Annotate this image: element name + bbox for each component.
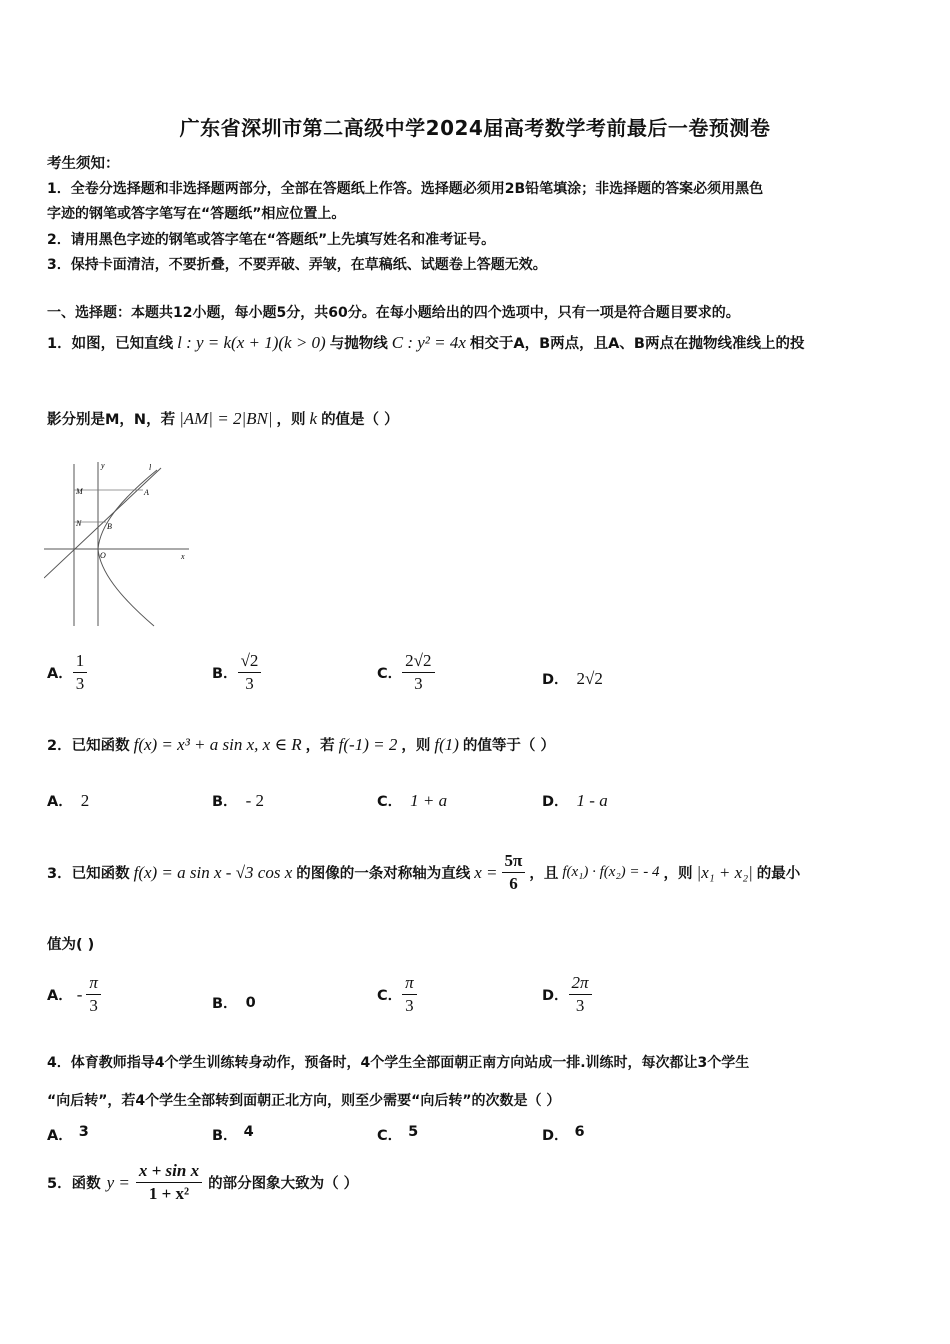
q5-lhs: y =: [106, 1172, 130, 1192]
notice-header: 考生须知：: [47, 156, 120, 172]
q3-condition: f(x₁) · f(x₂) = - 4: [562, 864, 660, 880]
q3-option-c[interactable]: C． $\frac{\pi}{3}$: [377, 972, 417, 1017]
q1-option-d[interactable]: D． 2√2: [542, 668, 603, 688]
question-1-stem-line2: [47, 408, 399, 429]
q2-post: 的值等于（ ）: [462, 738, 555, 754]
q4-option-b[interactable]: B． 4: [212, 1124, 254, 1144]
question-4-stem: 4．体育教师指导4个学生训练转身动作，预备时，4个学生全部面朝正南方向站成一排.训练时，每次都让3个学生: [47, 1055, 750, 1071]
q1-option-a-value: $\frac{1}{3}$: [73, 650, 88, 695]
notice-2: 2．请用黑色字迹的钢笔或答字笔在“答题纸”上先填写姓名和准考证号。: [47, 232, 496, 248]
question-5-stem: [47, 1160, 358, 1205]
q1-mid: 与抛物线: [329, 336, 388, 352]
notice-1b: 字迹的钢笔或答字笔写在“答题纸”相应位置上。: [47, 206, 346, 222]
q2-option-a[interactable]: A． 2: [47, 790, 90, 810]
q3-axis-fraction: $\frac{5\pi}{6}$: [502, 850, 526, 895]
q3-pre: 3．已知函数: [47, 866, 130, 882]
page-title: 广东省深圳市第二高级中学2024届高考数学考前最后一卷预测卷: [179, 116, 771, 140]
label-M: M: [76, 487, 83, 496]
question-3-stem: [47, 850, 800, 895]
parabola-upper: [98, 470, 157, 549]
q3-function: f(x) = a sin x - √3 cos x: [133, 862, 293, 882]
label-B: B: [107, 522, 112, 531]
q3-mid2: ，且: [529, 866, 559, 882]
q1-pre: 1．如图，已知直线: [47, 336, 174, 352]
label-l: l: [149, 463, 152, 472]
q1-figure: [44, 456, 194, 628]
q2-pre: 2．已知函数: [47, 738, 130, 754]
q3-mid: 的图像的一条对称轴为直线: [296, 866, 471, 882]
q1-option-d-value: 2√2: [576, 668, 603, 688]
q3-mid3: ，则: [663, 866, 693, 882]
q2-mid: ，若: [305, 738, 335, 754]
line-l: [44, 468, 161, 578]
question-3-stem-line2: 值为( ): [47, 937, 95, 953]
q5-fraction: $\frac{\text{x + sin x}}{\text{1 + x²}}$: [136, 1160, 202, 1205]
label-y: y: [101, 461, 105, 470]
parabola-lower: [98, 549, 154, 626]
q2-option-d[interactable]: D． 1 - a: [542, 790, 608, 810]
question-4-stem-line2: “向后转”，若4个学生全部转到面朝正北方向，则至少需要“向后转”的次数是（ ）: [47, 1093, 561, 1109]
q4-option-c[interactable]: C． 5: [377, 1124, 419, 1144]
question-1-stem: [47, 332, 804, 353]
q1-option-c-value: $\frac{2√2}{3}$: [402, 650, 434, 695]
label-x: x: [181, 552, 185, 561]
label-A: A: [144, 488, 149, 497]
q2-condition: f(-1) = 2: [338, 734, 398, 754]
question-2-stem: [47, 734, 555, 755]
q4-option-d[interactable]: D． 6: [542, 1124, 585, 1144]
q1-option-a[interactable]: A． $\frac{1}{3}$: [47, 650, 87, 695]
label-O: O: [100, 551, 106, 560]
q1-line2-pre: 影分别是M，N，若: [47, 412, 176, 428]
q1-condition: |AM| = 2|BN|: [179, 408, 273, 428]
q3-post: 的最小: [756, 866, 801, 882]
q3-option-b[interactable]: B． 0: [212, 994, 256, 1012]
q5-pre: 5．函数: [47, 1176, 101, 1192]
q2-mid2: ，则: [401, 738, 431, 754]
q2-function: f(x) = x³ + a sin x, x ∈ R: [133, 734, 302, 754]
q1-line2-post: ，则: [276, 412, 306, 428]
q2-ask: f(1): [434, 734, 459, 754]
q3-axis-lhs: x =: [474, 862, 498, 882]
q1-line-equation: l : y = k(x + 1)(k > 0): [177, 332, 326, 352]
notice-3: 3．保持卡面清洁，不要折叠，不要弄破、弄皱，在草稿纸、试题卷上答题无效。: [47, 257, 547, 273]
notice-1a: 1．全卷分选择题和非选择题两部分，全部在答题纸上作答。选择题必须用2B铅笔填涂；非选择题的答案必须用黑色: [47, 181, 764, 197]
label-N: N: [76, 519, 82, 528]
q3-abs: |x₁ + x₂|: [696, 862, 753, 882]
section-heading: 一、选择题：本题共12小题，每小题5分，共60分。在每小题给出的四个选项中，只有一项是符合题目要求的。: [47, 305, 740, 321]
q1-post: 相交于A，B两点，且A、B两点在抛物线准线上的投: [469, 336, 805, 352]
q1-line2-end: 的值是（ ）: [321, 412, 399, 428]
q1-option-c[interactable]: C． $\frac{2√2}{3}$: [377, 650, 435, 695]
q3-option-d[interactable]: D． $\frac{2\pi}{3}$: [542, 972, 592, 1017]
q1-parabola-equation: C : y² = 4x: [391, 332, 466, 352]
q5-post: 的部分图象大致为（ ）: [208, 1176, 359, 1192]
q2-option-b[interactable]: B． - 2: [212, 790, 264, 810]
q1-option-b[interactable]: B． $\frac{√2}{3}$: [212, 650, 261, 695]
q3-option-a[interactable]: A． - $\frac{\pi}{3}$: [47, 972, 101, 1017]
q2-option-c[interactable]: C． 1 + a: [377, 790, 448, 810]
q1-k: k: [309, 408, 318, 428]
q4-option-a[interactable]: A． 3: [47, 1124, 89, 1144]
q1-option-b-value: $\frac{√2}{3}$: [238, 650, 262, 695]
